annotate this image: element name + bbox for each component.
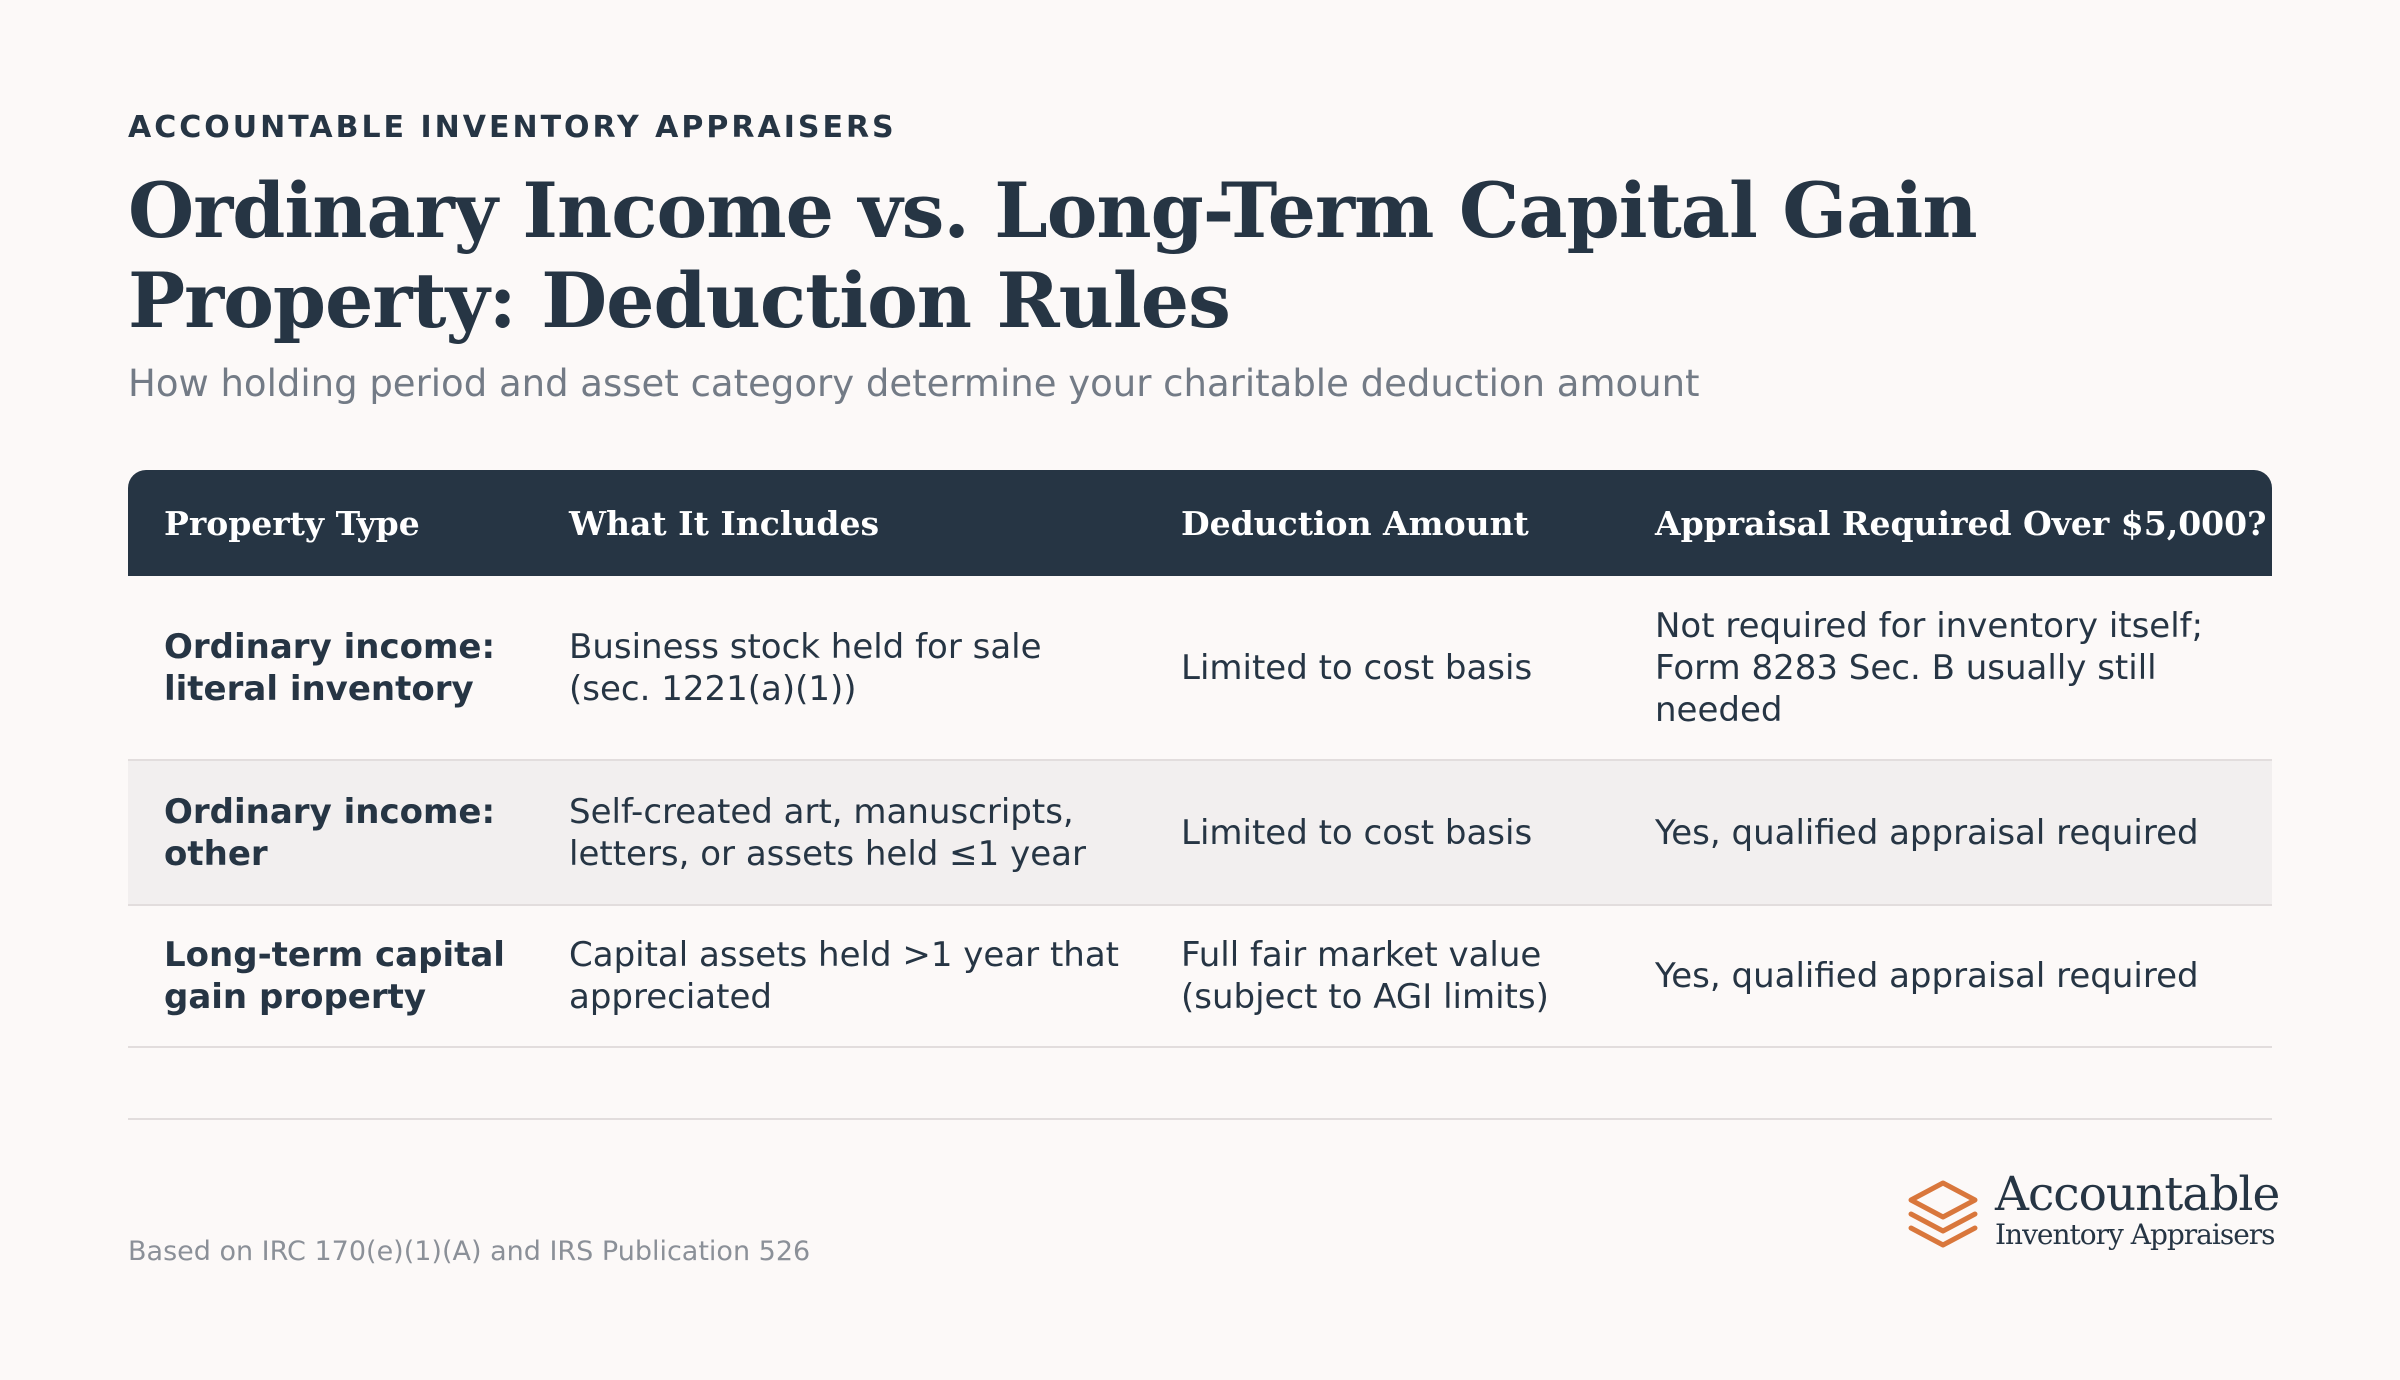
table-header <box>128 470 2272 576</box>
column-header-what-it-includes: What It Includes <box>533 470 1145 576</box>
appraisal-cell: Yes, qualified appraisal required <box>1619 905 2272 1047</box>
includes-cell: Business stock held for sale (sec. 1221(a)(1)) <box>533 576 1145 760</box>
table-header-row <box>128 470 2272 576</box>
page-subtitle: How holding period and asset category determine your charitable deduction amount <box>128 362 1700 405</box>
footer-divider <box>128 1118 2272 1120</box>
source-footnote: Based on IRC 170(e)(1)(A) and IRS Publication 526 <box>128 1236 811 1267</box>
company-logo <box>1903 1165 2280 1265</box>
appraisal-cell: Not required for inventory itself; Form 8283 Sec. B usually still needed <box>1619 576 2272 760</box>
table-row <box>128 760 2272 905</box>
column-header-deduction-amount: Deduction Amount <box>1145 470 1619 576</box>
includes-cell: Self-created art, manuscripts, letters, or assets held ≤1 year <box>533 760 1145 905</box>
stacked-layers-icon <box>1903 1175 1983 1255</box>
deduction-cell: Limited to cost basis <box>1145 760 1619 905</box>
column-header-appraisal-required: Appraisal Required Over $5,000? <box>1619 470 2272 576</box>
deduction-cell: Limited to cost basis <box>1145 576 1619 760</box>
appraisal-cell: Yes, qualified appraisal required <box>1619 760 2272 905</box>
property-type-cell: Long-term capital gain property <box>128 905 533 1047</box>
page-title: Ordinary Income vs. Long-Term Capital Gain Property: Deduction Rules <box>128 166 1977 345</box>
table-row <box>128 905 2272 1047</box>
table-row <box>128 576 2272 760</box>
deduction-rules-table <box>128 470 2272 1048</box>
logo-subtitle: Inventory Appraisers <box>1995 1218 2275 1251</box>
property-type-cell: Ordinary income: literal inventory <box>128 576 533 760</box>
property-type-cell: Ordinary income: other <box>128 760 533 905</box>
table-body <box>128 576 2272 1047</box>
column-header-property-type: Property Type <box>128 470 533 576</box>
deduction-rules-page <box>128 0 2280 1380</box>
brand-kicker: ACCOUNTABLE INVENTORY APPRAISERS <box>128 110 897 145</box>
logo-wordmark: Accountable <box>1995 1167 2280 1222</box>
includes-cell: Capital assets held >1 year that appreciated <box>533 905 1145 1047</box>
deduction-cell: Full fair market value (subject to AGI limits) <box>1145 905 1619 1047</box>
